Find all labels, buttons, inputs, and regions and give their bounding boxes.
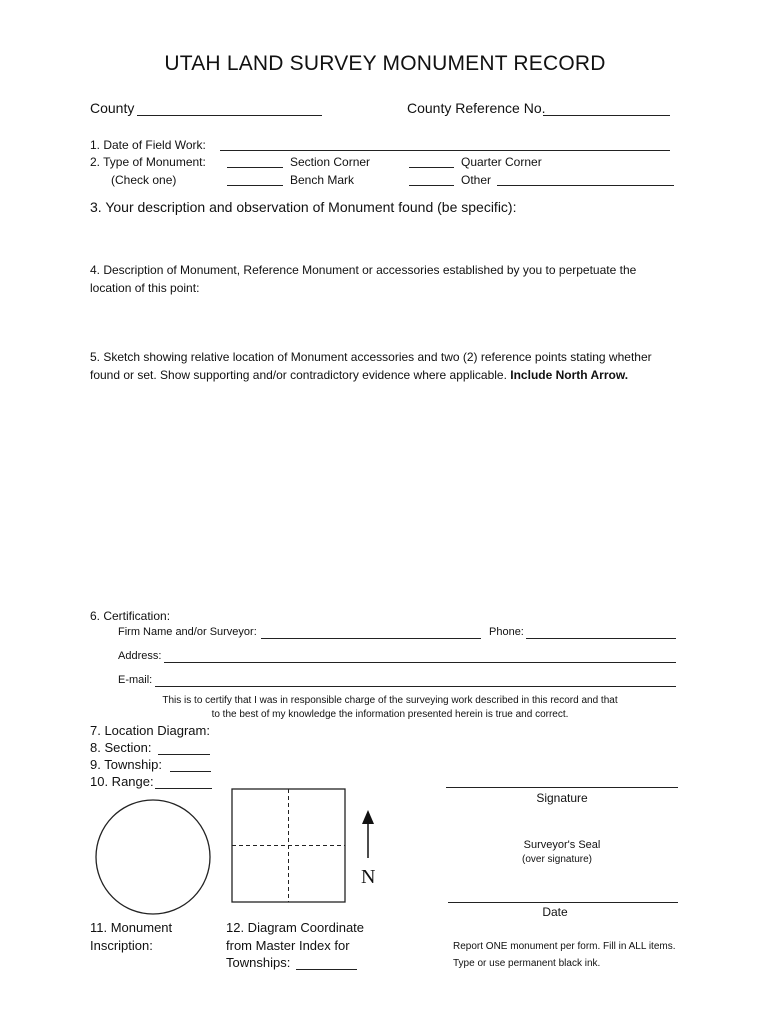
item5-label-line1: 5. Sketch showing relative location of Monument accessories and two (2) reference points stating whether	[90, 350, 652, 364]
range-label: 10. Range:	[90, 774, 154, 789]
county-reference-field[interactable]	[543, 115, 670, 116]
county-reference-label: County Reference No.	[407, 100, 546, 116]
bench-mark-option: Bench Mark	[290, 173, 355, 187]
section-corner-option: Section Corner	[290, 155, 371, 169]
bench-mark-checkline[interactable]	[227, 185, 283, 186]
item5-label-line2	[90, 368, 628, 382]
item4-label-line2: location of this point:	[90, 281, 200, 295]
page-title: UTAH LAND SURVEY MONUMENT RECORD	[164, 52, 606, 75]
section-label: 8. Section:	[90, 740, 152, 755]
monument-inscription-label-line1: 11. Monument	[90, 920, 173, 935]
item5-label-line2-text: found or set. Show supporting and/or contradictory evidence where applicable.	[90, 368, 507, 382]
other-specify-field[interactable]	[497, 185, 674, 186]
north-arrow-icon	[360, 810, 376, 860]
certification-label: 6. Certification:	[90, 609, 171, 623]
type-of-monument-label: 2. Type of Monument:	[90, 155, 206, 169]
other-option: Other	[461, 173, 492, 187]
phone-field[interactable]	[526, 638, 676, 639]
township-field[interactable]	[170, 771, 211, 772]
diagram-coordinate-grid[interactable]	[231, 788, 347, 904]
firm-name-label: Firm Name and/or Surveyor:	[118, 626, 257, 638]
surveyors-seal-sublabel: (over signature)	[521, 854, 593, 865]
county-label: County	[90, 100, 135, 116]
firm-name-field[interactable]	[261, 638, 481, 639]
instructions-line1: Report ONE monument per form. Fill in ALL items.	[453, 941, 676, 952]
township-label: 9. Township:	[90, 757, 163, 772]
certification-statement-line1: This is to certify that I was in responsible charge of the surveying work described in this record and that	[162, 695, 618, 706]
north-label: N	[361, 866, 376, 888]
address-field[interactable]	[164, 662, 676, 663]
diagram-coordinate-label-line3: Townships:	[226, 955, 291, 970]
county-field[interactable]	[137, 115, 322, 116]
section-field[interactable]	[158, 754, 210, 755]
location-diagram-label: 7. Location Diagram:	[90, 723, 210, 738]
sketch-area[interactable]	[90, 390, 680, 605]
monument-inscription-label-line2: Inscription:	[90, 938, 153, 953]
instructions-line2: Type or use permanent black ink.	[453, 958, 601, 969]
townships-field[interactable]	[296, 969, 357, 970]
check-one-label: (Check one)	[111, 173, 177, 187]
signature-line[interactable]	[446, 787, 678, 788]
range-field[interactable]	[155, 788, 212, 789]
quarter-corner-option: Quarter Corner	[461, 155, 542, 169]
certification-statement-line2: to the best of my knowledge the information presented herein is true and correct.	[211, 709, 569, 720]
email-label: E-mail:	[118, 674, 153, 686]
monument-inscription-circle[interactable]	[94, 798, 212, 916]
quarter-corner-checkline[interactable]	[409, 167, 454, 168]
item3-label: 3. Your description and observation of Monument found (be specific):	[90, 199, 517, 215]
date-label: Date	[542, 905, 568, 919]
phone-label: Phone:	[489, 626, 524, 638]
diagram-coordinate-label-line1: 12. Diagram Coordinate	[226, 920, 365, 935]
date-of-field-work-field[interactable]	[220, 150, 670, 151]
item4-answer-area[interactable]	[90, 300, 680, 344]
signature-label: Signature	[536, 791, 588, 805]
include-north-arrow-note: Include North Arrow.	[510, 368, 629, 382]
date-of-field-work-label: 1. Date of Field Work:	[90, 138, 206, 152]
other-checkline[interactable]	[409, 185, 454, 186]
address-label: Address:	[118, 650, 162, 662]
item3-answer-area[interactable]	[90, 222, 680, 258]
email-field[interactable]	[155, 686, 676, 687]
section-corner-checkline[interactable]	[227, 167, 283, 168]
diagram-coordinate-label-line2: from Master Index for	[226, 938, 350, 953]
item4-label-line1: 4. Description of Monument, Reference Monument or accessories established by you to perpetuate the	[90, 263, 637, 277]
surveyors-seal-label: Surveyor's Seal	[523, 839, 601, 851]
date-line[interactable]	[448, 902, 678, 903]
